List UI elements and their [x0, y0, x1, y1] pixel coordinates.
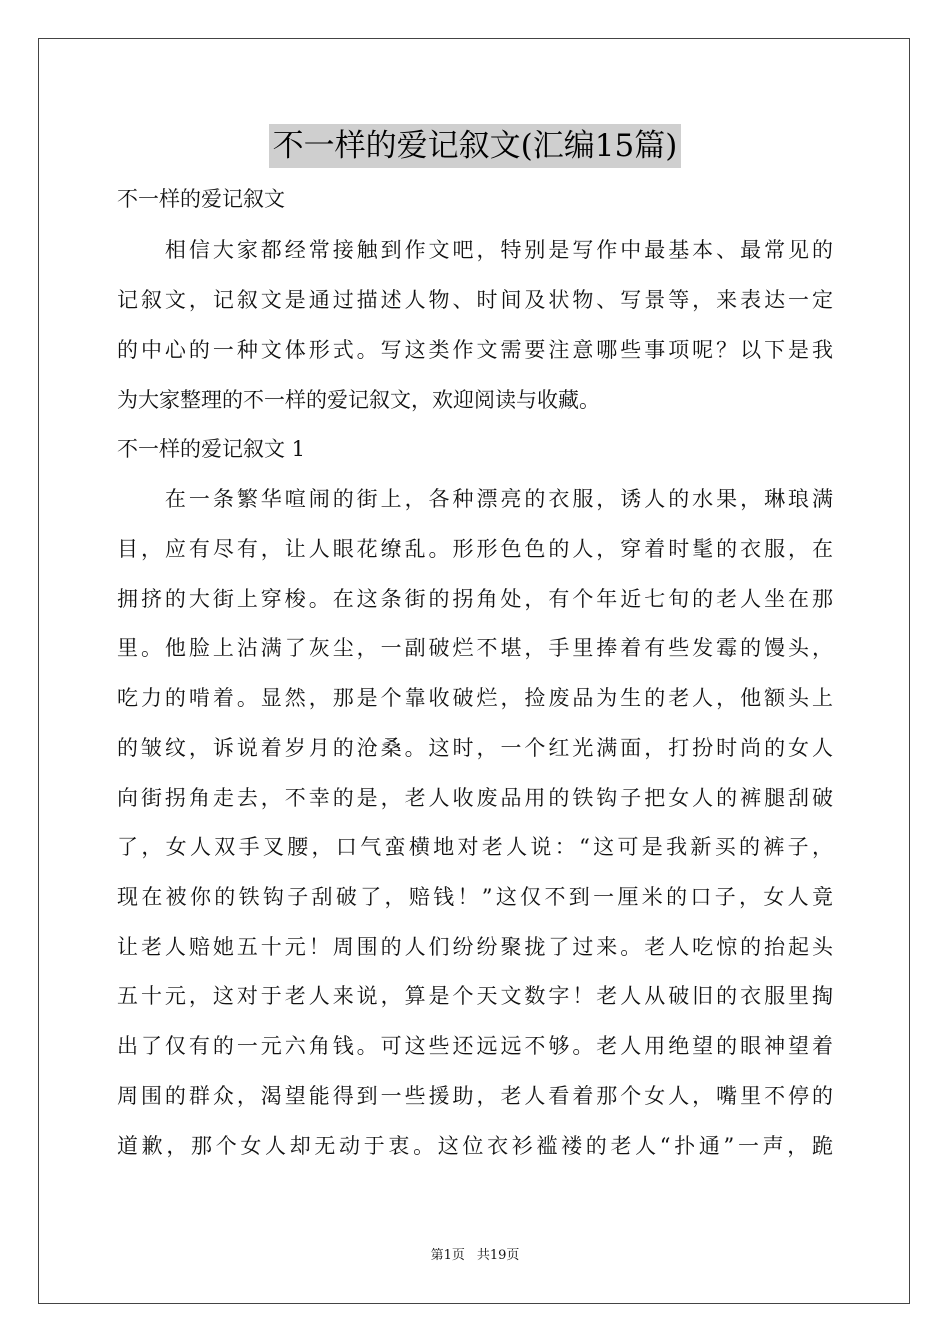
- page-total: 共19页: [476, 1248, 520, 1263]
- text-line: 为大家整理的不一样的爱记叙文，欢迎阅读与收藏。: [117, 388, 600, 412]
- text-line: 吃力的啃着。显然，那是个靠收破烂，捡废品为生的老人，他额头上: [117, 686, 833, 710]
- title-container: [0, 124, 950, 168]
- text-line: 拥挤的大街上穿梭。在这条街的拐角处，有个年近七旬的老人坐在那: [117, 587, 833, 611]
- document-title: 不一样的爱记叙文(汇编15篇): [269, 124, 682, 168]
- page-number: 第1页: [430, 1248, 465, 1263]
- text-line: 相信大家都经常接触到作文吧，特别是写作中最基本、最常见的: [117, 238, 833, 262]
- text-line: 里。他脸上沾满了灰尘，一副破烂不堪，手里捧着有些发霉的馒头，: [117, 636, 833, 660]
- text-line: 五十元，这对于老人来说，算是个天文数字！老人从破旧的衣服里掏: [117, 984, 833, 1008]
- text-line: 了，女人双手叉腰，口气蛮横地对老人说：“这可是我新买的裤子，: [117, 835, 833, 859]
- text-line: 道歉，那个女人却无动于衷。这位衣衫褴褛的老人“扑通”一声，跪: [117, 1134, 833, 1158]
- text-line: 向街拐角走去，不幸的是，老人收废品用的铁钩子把女人的裤腿刮破: [117, 786, 833, 810]
- text-line: 现在被你的铁钩子刮破了，赔钱！”这仅不到一厘米的口子，女人竟: [117, 885, 833, 909]
- subtitle-line: 不一样的爱记叙文: [117, 187, 285, 211]
- text-line: 的皱纹，诉说着岁月的沧桑。这时，一个红光满面，打扮时尚的女人: [117, 736, 833, 760]
- text-line: 在一条繁华喧闹的街上，各种漂亮的衣服，诱人的水果，琳琅满: [117, 487, 833, 511]
- page-footer: [0, 1247, 950, 1265]
- text-line: 记叙文，记叙文是通过描述人物、时间及状物、写景等，来表达一定: [117, 288, 833, 312]
- text-line: 出了仅有的一元六角钱。可这些还远远不够。老人用绝望的眼神望着: [117, 1034, 833, 1058]
- text-line: 的中心的一种文体形式。写这类作文需要注意哪些事项呢？以下是我: [117, 338, 833, 362]
- section-heading: 不一样的爱记叙文 1: [117, 437, 306, 461]
- page-border: [38, 38, 910, 1304]
- text-line: 周围的群众，渴望能得到一些援助，老人看着那个女人，嘴里不停的: [117, 1084, 833, 1108]
- text-line: 让老人赔她五十元！周围的人们纷纷聚拢了过来。老人吃惊的抬起头: [117, 935, 833, 959]
- text-line: 目，应有尽有，让人眼花缭乱。形形色色的人，穿着时髦的衣服，在: [117, 537, 833, 561]
